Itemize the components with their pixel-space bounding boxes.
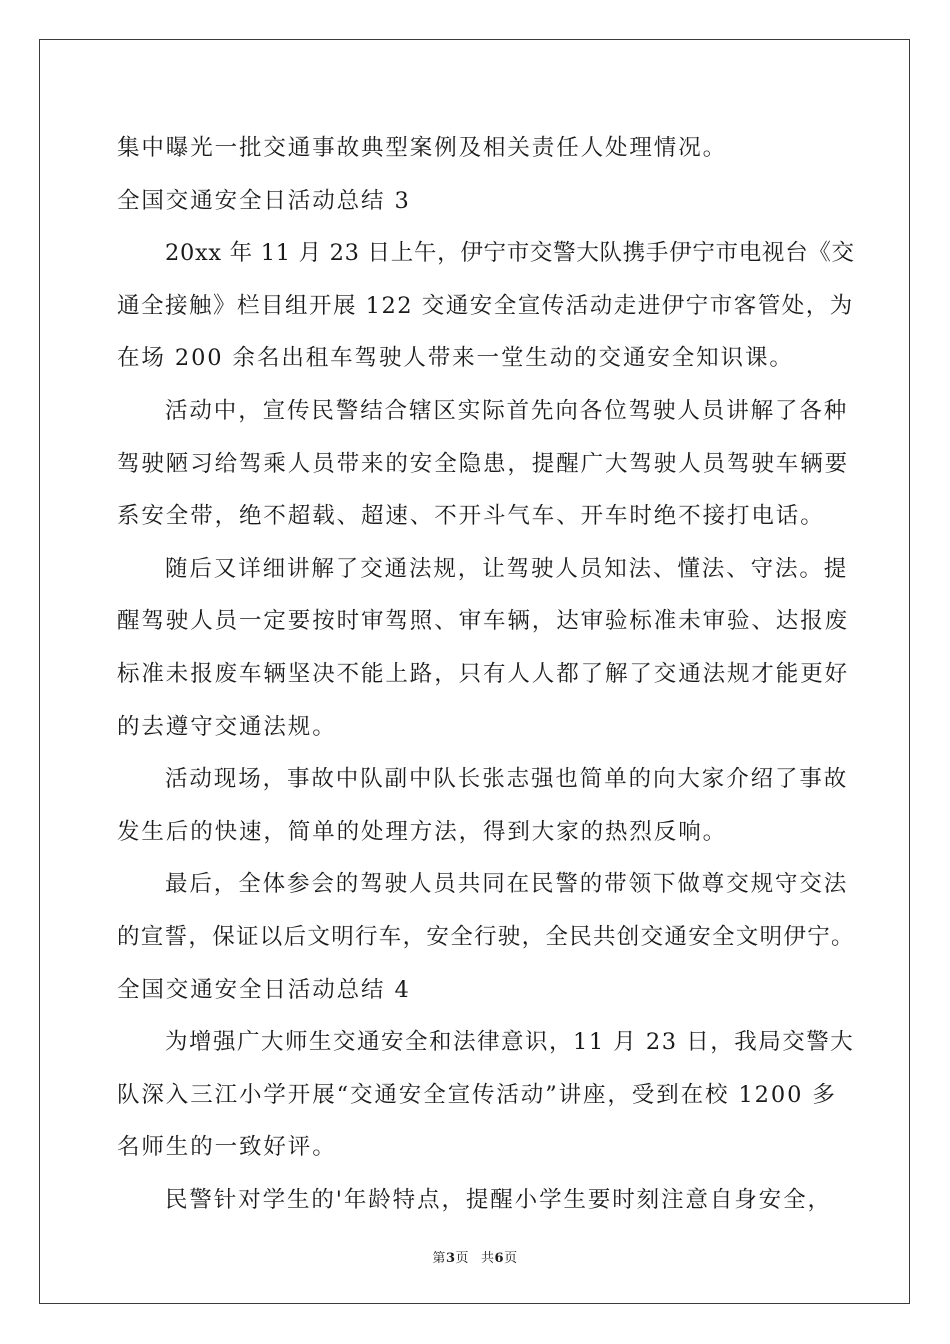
text-line: 醒驾驶人员一定要按时审驾照、审车辆，达审验标准未审验、达报废 <box>117 608 850 635</box>
text-line: 最后，全体参会的驾驶人员共同在民警的带领下做尊交规守交法 <box>165 871 849 898</box>
text-line: 全国交通安全日活动总结 3 <box>117 187 411 214</box>
text-line: 标准未报废车辆坚决不能上路，只有人人都了解了交通法规才能更好 <box>117 660 850 687</box>
text-line: 发生后的快速，简单的处理方法，得到大家的热烈反响。 <box>117 818 728 845</box>
text-line: 队深入三江小学开展“交通安全宣传活动”讲座，受到在校 1200 多 <box>117 1081 837 1108</box>
footer-page-prefix: 第 <box>432 1251 446 1266</box>
text-line: 在场 200 余名出租车驾驶人带来一堂生动的交通安全知识课。 <box>117 345 794 372</box>
footer-page-suffix: 页 <box>455 1251 469 1266</box>
text-line: 民警针对学生的'年龄特点，提醒小学生要时刻注意自身安全， <box>165 1186 832 1213</box>
page-footer <box>0 1247 950 1266</box>
footer-total-pages: 6 <box>494 1251 505 1266</box>
footer-total-prefix: 共 <box>481 1251 495 1266</box>
document-body <box>117 128 855 1232</box>
text-line: 集中曝光一批交通事故典型案例及相关责任人处理情况。 <box>117 135 728 161</box>
text-line: 的去遵守交通法规。 <box>117 713 337 740</box>
text-line: 为增强广大师生交通安全和法律意识，11 月 23 日，我局交警大 <box>165 1029 855 1056</box>
text-line: 随后又详细讲解了交通法规，让驾驶人员知法、懂法、守法。提 <box>165 555 849 582</box>
footer-total-suffix: 页 <box>504 1251 518 1266</box>
text-line: 名师生的一致好评。 <box>117 1134 337 1161</box>
text-line: 活动现场，事故中队副中队长张志强也简单的向大家介绍了事故 <box>165 766 849 793</box>
text-line: 的宣誓，保证以后文明行车，安全行驶，全民共创交通安全文明伊宁。 <box>117 923 855 950</box>
text-line: 20xx 年 11 月 23 日上午，伊宁市交警大队携手伊宁市电视台《交 <box>165 240 855 267</box>
text-line: 全国交通安全日活动总结 4 <box>117 976 411 1003</box>
text-line: 系安全带，绝不超载、超速、不开斗气车、开车时绝不接打电话。 <box>117 503 825 530</box>
text-line: 活动中，宣传民警结合辖区实际首先向各位驾驶人员讲解了各种 <box>165 397 849 424</box>
text-line: 驾驶陋习给驾乘人员带来的安全隐患，提醒广大驾驶人员驾驶车辆要 <box>117 450 850 477</box>
footer-page-number: 3 <box>445 1251 456 1266</box>
text-line: 通全接触》栏目组开展 122 交通安全宣传活动走进伊宁市客管处，为 <box>117 292 854 319</box>
